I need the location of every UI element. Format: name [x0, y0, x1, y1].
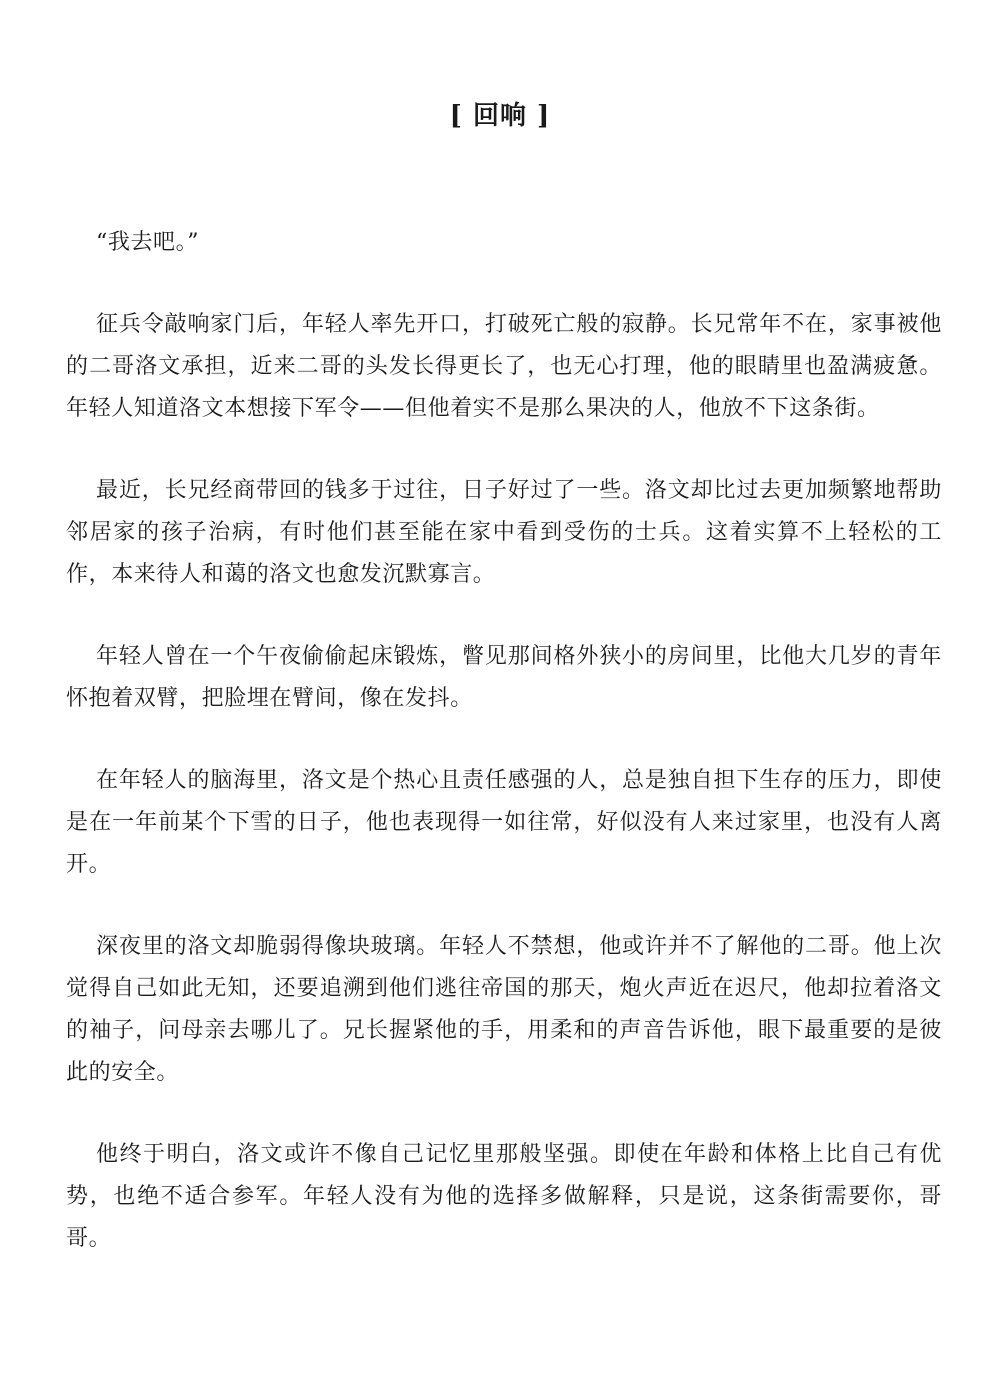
document-title: [ 回响 ]	[449, 101, 551, 131]
paragraph-1: “我去吧。”	[96, 230, 200, 255]
document-body	[66, 222, 942, 1300]
paragraph-6: 深夜里的洛文却脆弱得像块玻璃。年轻人不禁想，他或许并不了解他的二哥。他上次觉得自己如此无知，还要追溯到他们逃往帝国的那天，炮火声近在迟尺，他却拉着洛文的袖子，问母亲去哪儿了。兄长握紧他的手，用柔和的声音告诉他，眼下最重要的是彼此的安全。	[66, 934, 942, 1085]
paragraph-4: 年轻人曾在一个午夜偷偷起床锻炼，瞥见那间格外狭小的房间里，比他大几岁的青年怀抱着双臂，把脸埋在臂间，像在发抖。	[66, 644, 942, 711]
paragraph-2: 征兵令敲响家门后，年轻人率先开口，打破死亡般的寂静。长兄常年不在，家事被他的二哥洛文承担，近来二哥的头发长得更长了，也无心打理，他的眼睛里也盈满疲惫。年轻人知道洛文本想接下军令——但他着实不是那么果决的人，他放不下这条街。	[66, 312, 942, 421]
paragraph-5: 在年轻人的脑海里，洛文是个热心且责任感强的人，总是独自担下生存的压力，即使是在一年前某个下雪的日子，他也表现得一如往常，好似没有人来过家里，也没有人离开。	[66, 768, 942, 877]
paragraph-3: 最近，长兄经商带回的钱多于过往，日子好过了一些。洛文却比过去更加频繁地帮助邻居家的孩子治病，有时他们甚至能在家中看到受伤的士兵。这着实算不上轻松的工作，本来待人和蔼的洛文也愈发沉默寡言。	[66, 478, 942, 587]
paragraph-7: 他终于明白，洛文或许不像自己记忆里那般坚强。即使在年龄和体格上比自己有优势，也绝不适合参军。年轻人没有为他的选择多做解释，只是说，这条街需要你，哥哥。	[66, 1142, 942, 1251]
